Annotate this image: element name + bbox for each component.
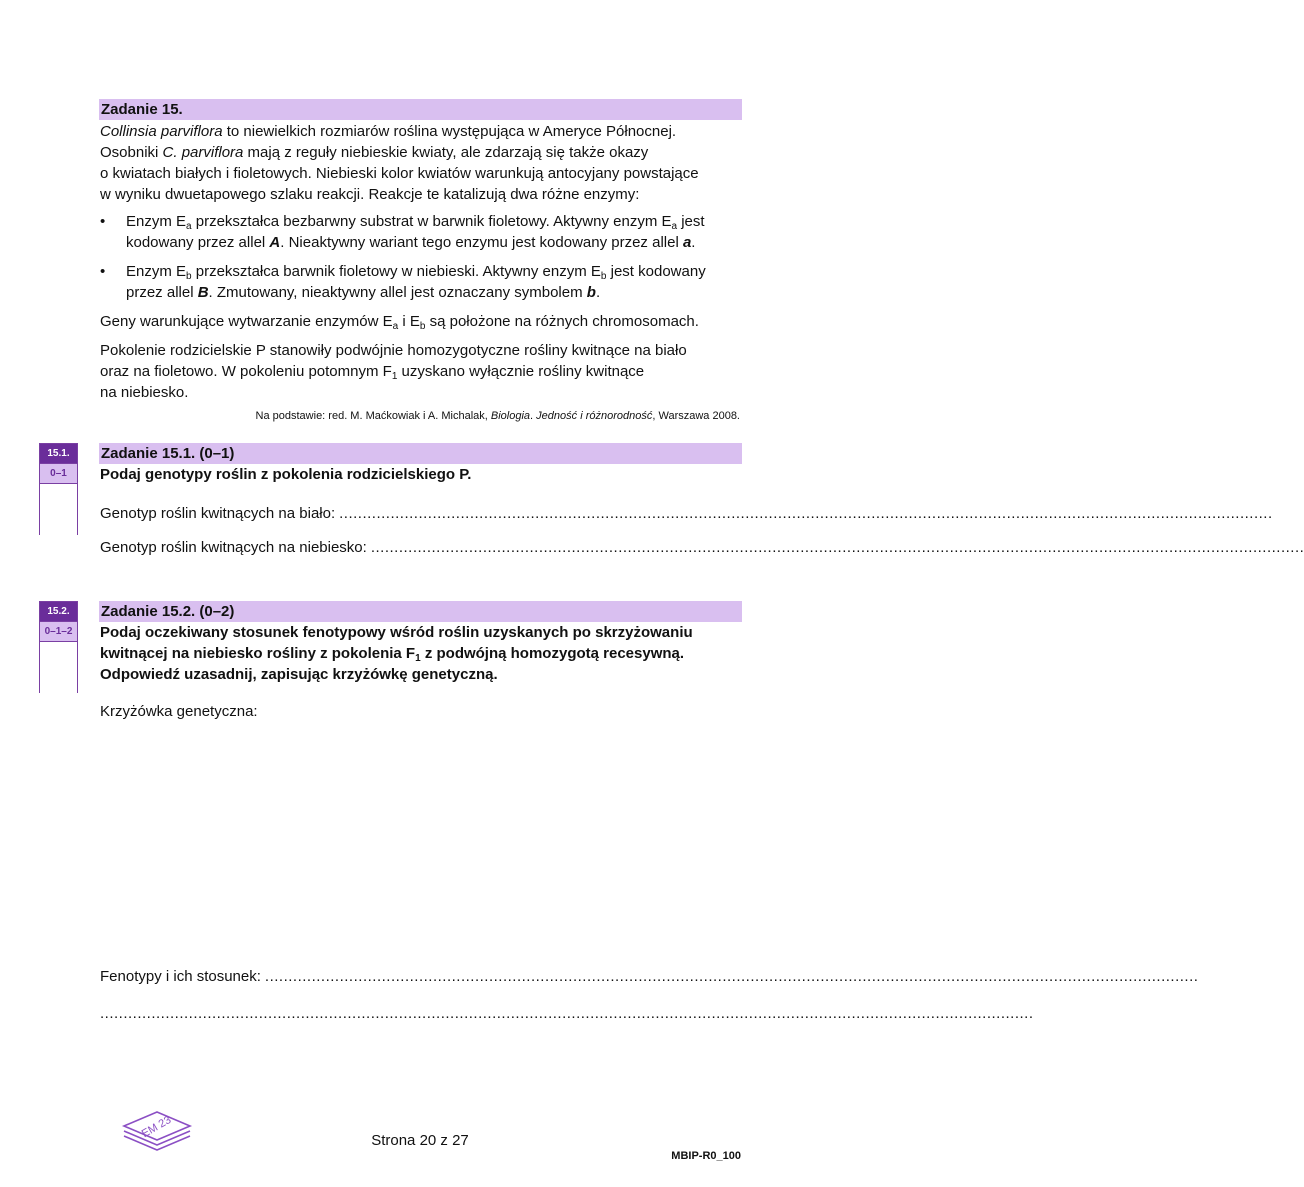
score-label: 15.1.	[40, 444, 77, 463]
task15-intro: Collinsia parviflora to niewielkich rozmiarów roślina występująca w Ameryce Północnej. Osobniki C. parviflora mają z reguły niebieskie kwiaty, ale zdarzają się także okazy o kwiatach białych i fioletowych. Niebieski kolor kwiatów warunkują antocyjany powstające w wyniku dwuetapowego szlaku reakcji. Reakcje te katalizują dwa różne enzymy:	[100, 123, 699, 203]
task15-title-bar	[99, 99, 742, 120]
answer-dots[interactable]: ........................................................................................................................................................................................................	[370, 539, 1304, 556]
cross-answer-area[interactable]	[100, 728, 740, 958]
task15-2-title-bar	[99, 601, 742, 622]
task15-1-title: Zadanie 15.1. (0–1)	[101, 445, 235, 462]
task15-parent-generation: Pokolenie rodzicielskie P stanowiły podwójnie homozygotyczne rośliny kwitnące na biało oraz na fioletowo. W pokoleniu potomnym $F_1$ uzyskano wyłącznie rośliny kwitnące na niebiesko.	[100, 342, 687, 401]
document-code: MBIP-R0_100	[671, 1150, 741, 1162]
answer-dots[interactable]: ........................................................................................................................................................................................................	[264, 968, 1199, 985]
task15-genes-note: Geny warunkujące wytwarzanie enzymów $E_a$ i $E_b$ są położone na różnych chromosomach.	[100, 313, 699, 332]
task15-bullet-1: • Enzym $E_a$ przekształca bezbarwny substrat w barwnik fioletowy. Aktywny enzym $E_a$ jest kodowany przez allel A. Nieaktywny wariant tego enzymu jest kodowany przez allel a.	[100, 213, 705, 251]
score-entry-field[interactable]	[40, 483, 77, 535]
answer-line-phenotypes[interactable]: Fenotypy i ich stosunek: ........................................................................................................................................................................................................	[100, 968, 1199, 985]
task15-2-title: Zadanie 15.2. (0–2)	[101, 603, 235, 620]
task15-1-instruction: Podaj genotypy roślin z pokolenia rodzicielskiego P.	[100, 466, 472, 483]
score-label: 15.2.	[40, 602, 77, 621]
task15-bullet-2: • Enzym $E_b$ przekształca barwnik fioletowy w niebieski. Aktywny enzym $E_b$ jest kodowany przez allel B. Zmutowany, nieaktywny allel jest oznaczany symbolem b.	[100, 263, 706, 301]
bullet-icon: •	[100, 263, 106, 280]
task15-title: Zadanie 15.	[101, 101, 183, 118]
answer-dots[interactable]: ........................................................................................................................................................................................................	[100, 1005, 1034, 1022]
score-entry-field[interactable]	[40, 641, 77, 693]
answer-line-blue-genotype[interactable]: Genotyp roślin kwitnących na niebiesko: ........................................................................................................................................................................................................	[100, 539, 1304, 556]
page-number: Strona 20 z 27	[371, 1132, 469, 1149]
score-box-15-2	[39, 601, 78, 693]
svg-text:EM 23: EM 23	[139, 1113, 174, 1141]
answer-dots[interactable]: ........................................................................................................................................................................................................	[339, 505, 1273, 522]
answer-line-continuation[interactable]	[100, 1003, 1034, 1024]
cross-label: Krzyżówka genetyczna:	[100, 703, 258, 720]
task15-source: Na podstawie: red. M. Maćkowiak i A. Michalak, Biologia. Jedność i różnorodność, Warszawa 2008.	[255, 410, 740, 422]
answer-line-white-genotype[interactable]: Genotyp roślin kwitnących na biało: ........................................................................................................................................................................................................	[100, 505, 1273, 522]
score-points: 0–1	[40, 463, 77, 483]
score-points: 0–1–2	[40, 621, 77, 641]
bullet-icon: •	[100, 213, 106, 230]
score-box-15-1	[39, 443, 78, 535]
task15-1-title-bar	[99, 443, 742, 464]
task15-2-instruction: Podaj oczekiwany stosunek fenotypowy wśród roślin uzyskanych po skrzyżowaniu kwitnącej na niebiesko rośliny z pokolenia $F_1$ z podwójną homozygotą recesywną. Odpowiedź uzasadnij, zapisując krzyżówkę genetyczną.	[100, 624, 693, 683]
